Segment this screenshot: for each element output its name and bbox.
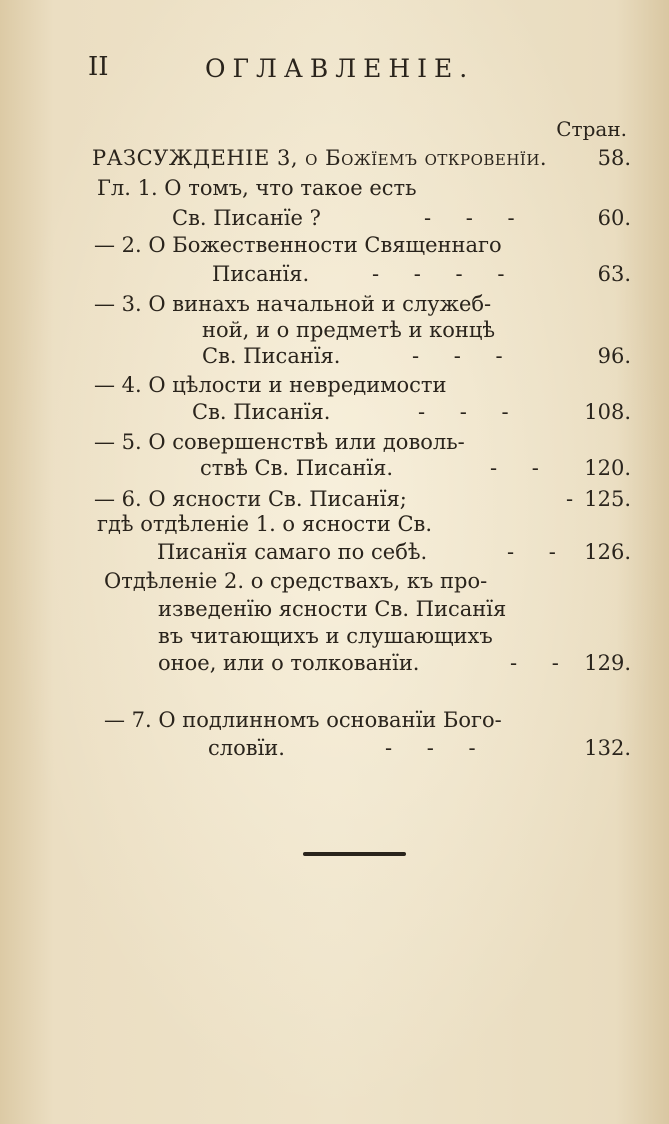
toc-ch5-line1: — 5. О совершенствѣ или доволь- (94, 430, 465, 454)
toc-ch3-line3: Св. Писанїя. (202, 344, 341, 368)
toc-ch2-leader: - - - - (372, 262, 519, 286)
toc-sec1-line1: гдѣ отдѣленіе 1. о ясности Св. (97, 512, 433, 536)
toc-sec2-page: 129. (584, 651, 631, 675)
toc-ch3-page: 96. (597, 344, 631, 368)
toc-ch6-line1: — 6. О ясности Св. Писанїя; (94, 487, 407, 511)
toc-sec2-leader: - - (510, 651, 573, 675)
toc-ch7-line1: — 7. О подлинномъ основанїи Бого- (104, 708, 502, 732)
toc-ch3-line2: ной, и о предметѣ и концѣ (202, 318, 496, 342)
toc-ch3-line1: — 3. О винахъ начальной и служеб- (94, 292, 492, 316)
toc-ch1-leader: - - - (424, 206, 529, 230)
toc-ch5-page: 120. (584, 456, 631, 480)
toc-ch5-line2: ствѣ Св. Писанїя. (200, 456, 394, 480)
toc-sec1-page: 126. (584, 540, 631, 564)
toc-ch6-leader: - (566, 487, 588, 511)
toc-main-page: 58. (597, 146, 631, 170)
toc-ch4-page: 108. (584, 400, 631, 424)
toc-ch4-line1: — 4. О цѣлости и невредимости (94, 373, 447, 397)
toc-sec2-line4: оное, или о толкованїи. (158, 651, 420, 675)
page-column-label: Стран. (556, 117, 627, 141)
toc-ch4-leader: - - - (418, 400, 523, 424)
toc-sec1-leader: - - (507, 540, 570, 564)
page-title: ОГЛАВЛЕНІЕ. (205, 54, 475, 83)
toc-ch7-line2: словїи. (208, 736, 285, 760)
running-head (0, 52, 669, 92)
toc-ch7-page: 132. (584, 736, 631, 760)
toc-ch1-line2: Св. Писанїе ? (172, 206, 321, 230)
toc-ch1-page: 60. (597, 206, 631, 230)
toc-ch4-line2: Св. Писанїя. (192, 400, 331, 424)
page-number: II (88, 52, 109, 82)
toc-ch2-line1: — 2. О Божественности Священнаго (94, 233, 502, 257)
toc-main-text: РАЗСУЖДЕНІЕ 3, о Божїемъ откровенїи. (92, 146, 548, 170)
toc-sec2-line2: изведенїю ясности Св. Писанїя (158, 597, 507, 621)
closing-rule (303, 852, 406, 856)
toc-sec2-line3: въ читающихъ и слушающихъ (158, 624, 493, 648)
toc-ch2-line2: Писанїя. (212, 262, 310, 286)
toc-ch3-leader: - - - (412, 344, 517, 368)
toc-ch2-page: 63. (597, 262, 631, 286)
toc-sec1-line2: Писанїя самаго по себѣ. (157, 540, 428, 564)
toc-ch7-leader: - - - (385, 736, 490, 760)
toc-ch1-line1: Гл. 1. О томъ, что такое есть (97, 176, 417, 200)
toc-sec2-line1: Отдѣленіе 2. о средствахъ, къ про- (104, 569, 488, 593)
toc-ch5-leader: - - (490, 456, 553, 480)
toc-ch6-page: 125. (584, 487, 631, 511)
